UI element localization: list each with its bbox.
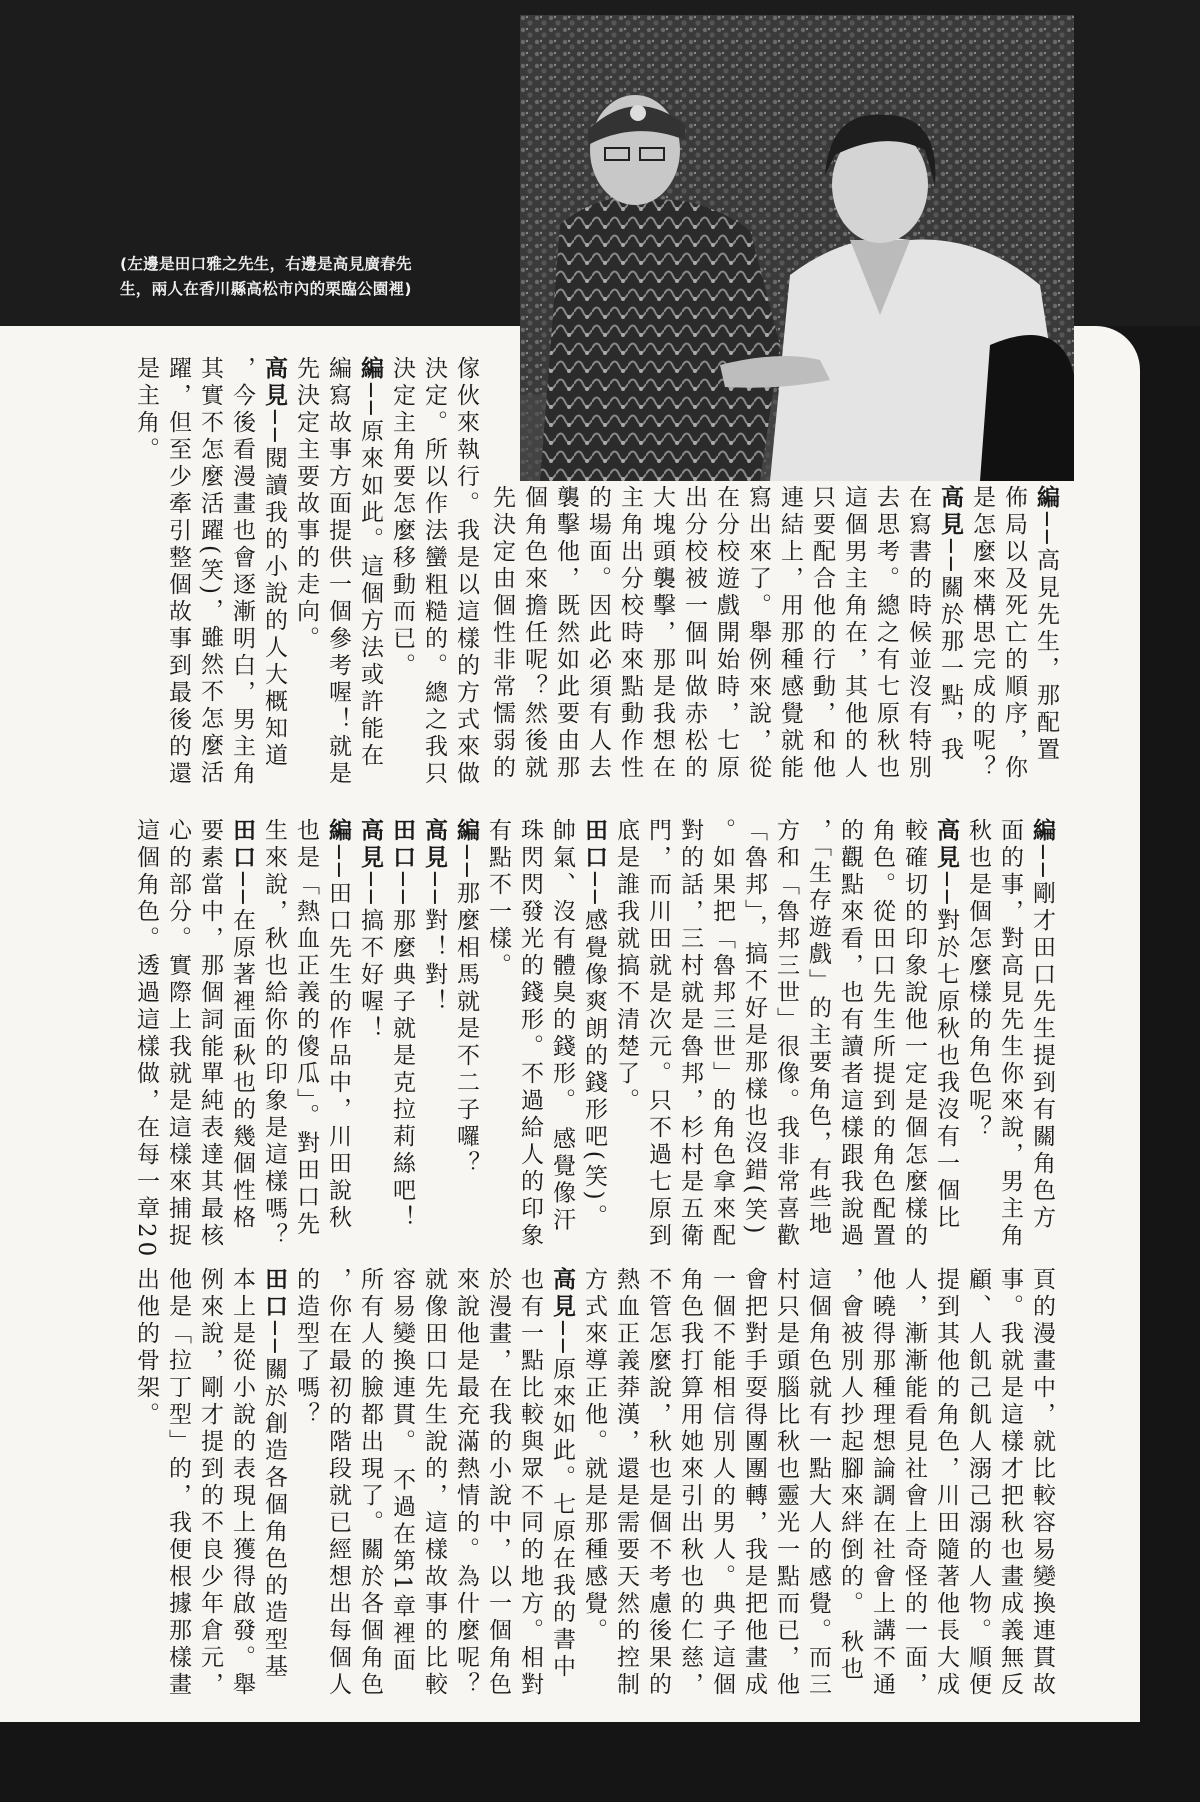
- text-column: [258, 1267, 290, 1681]
- text-column: [130, 818, 162, 1260]
- column-text: 要素當中，那個詞能單純表達其最核: [197, 818, 223, 1250]
- text-column: [962, 818, 994, 1142]
- column-text: ──對！對！: [421, 872, 447, 1016]
- text-column: [418, 356, 450, 788]
- photo-caption-line: 生，兩人在香川縣高松市內的栗臨公園裡): [120, 280, 412, 298]
- text-column: [838, 485, 870, 782]
- column-text: ──田口先生的作品中，川田說秋: [325, 845, 351, 1232]
- column-text: 帥氣、沒有體臭的錢形。 感覺像汗: [549, 818, 575, 1235]
- text-column: [646, 485, 678, 782]
- column-text: 秋也是個怎麼樣的角色呢？: [965, 818, 991, 1142]
- text-column: [194, 356, 226, 787]
- text-column: [898, 818, 930, 1250]
- text-column: [870, 485, 902, 782]
- column-text: 事。我就是這樣才把秋也畫成義無反: [997, 1267, 1023, 1699]
- column-text: 其實不怎麼活躍(笑)，雖然不怎麼活: [197, 356, 223, 787]
- column-text: 容易變換連貫。 不過在第1章裡面: [389, 1267, 415, 1675]
- text-column: [902, 485, 934, 782]
- text-column: [962, 1267, 994, 1699]
- column-text: 先決定主要故事的走向。: [293, 356, 319, 653]
- column-text: ──那麼典子就是克拉莉絲吧！: [389, 872, 415, 1232]
- text-column: [322, 818, 354, 1232]
- column-text: 寫出來了。舉例來說，從: [745, 485, 771, 782]
- text-column: [1026, 1267, 1058, 1699]
- speaker-label: 編: [325, 818, 351, 845]
- column-text: ──原來如此。七原在我的書中: [549, 1321, 575, 1681]
- column-text: 決定主角要怎麼移動而已。: [389, 356, 415, 680]
- text-column: [386, 356, 418, 680]
- text-column: [546, 818, 578, 1234]
- column-text: ──關於創造各個角色的造型基: [261, 1321, 287, 1681]
- column-text: 提到其他的角色，川田隨著他長大成: [933, 1267, 959, 1699]
- column-text: 也有一點比較與眾不同的地方。相對: [517, 1267, 543, 1699]
- column-text: 所有人的臉都出現了。關於各個角色: [357, 1267, 383, 1699]
- column-text: 這個角色。透過這樣做，在每一章20: [133, 818, 159, 1261]
- column-text: 先決定由個性非常懦弱的: [489, 485, 515, 782]
- column-text: 心的部分。實際上我就是這樣來捕捉: [165, 818, 191, 1250]
- column-text: 是主角。: [133, 356, 159, 464]
- column-text: 襲擊他，既然如此要由那: [553, 485, 579, 782]
- text-column: [290, 1267, 322, 1429]
- text-column: [998, 485, 1030, 782]
- text-column: [546, 1267, 578, 1681]
- text-column: [450, 818, 482, 1178]
- text-column: [578, 818, 610, 1231]
- text-column: [354, 1267, 386, 1699]
- speaker-label: 高見: [261, 356, 287, 410]
- column-text: 底是誰我就搞不清楚了。: [613, 818, 639, 1115]
- text-column: [290, 818, 322, 1239]
- column-text: 編寫故事方面提供一個參考喔！就是: [325, 356, 351, 788]
- column-text: 這個角色就有一點大人的感覺。而三: [805, 1267, 831, 1699]
- text-column: [742, 485, 774, 782]
- text-column: [770, 818, 802, 1250]
- text-block-2: [130, 818, 1058, 1261]
- text-column: [642, 818, 674, 1250]
- column-text: 村只是頭腦比秋也靈光一點而已，他: [773, 1267, 799, 1699]
- speaker-label: 編: [1029, 818, 1055, 845]
- speaker-label: 高見: [357, 818, 383, 872]
- column-text: 在分校遊戲開始時，七原: [713, 485, 739, 782]
- text-column: [930, 1267, 962, 1699]
- text-block-1-right: [486, 485, 1062, 785]
- column-text: ，今後看漫畫也會逐漸明白，男主角: [229, 356, 255, 788]
- speaker-label: 田口: [261, 1267, 287, 1321]
- column-text: 的造型了嗎？: [293, 1267, 319, 1429]
- column-text: 大塊頭襲擊，那是我想在: [649, 485, 675, 782]
- speaker-label: 田口: [581, 818, 607, 872]
- column-text: 連結上，用那種感覺就能: [777, 485, 803, 782]
- text-column: [130, 1267, 162, 1429]
- column-text: 只要配合他的行動，和他: [809, 485, 835, 782]
- text-column: [514, 1267, 546, 1699]
- text-column: [774, 485, 806, 782]
- text-column: [706, 818, 738, 1250]
- column-text: 方和「魯邦三世」很像。我非常喜歡: [773, 818, 799, 1250]
- text-column: [550, 485, 582, 782]
- column-text: 頁的漫畫中，就比較容易變換連貫故: [1029, 1267, 1055, 1699]
- text-block-1-left: [130, 356, 482, 816]
- text-column: [482, 1267, 514, 1699]
- text-column: [674, 818, 706, 1250]
- column-text: 是怎麼來構思完成的呢？: [969, 485, 995, 782]
- text-column: [738, 818, 770, 1237]
- text-column: [866, 1267, 898, 1699]
- speaker-label: 田口: [229, 818, 255, 872]
- column-text: 這個男主角在，其他的人: [841, 485, 867, 782]
- text-column: [386, 1267, 418, 1675]
- column-text: ──感覺像爽朗的錢形吧(笑)。: [581, 872, 607, 1231]
- column-text: 出分校被一個叫做赤松的: [681, 485, 707, 782]
- text-column: [710, 485, 742, 782]
- column-text: 。如果把「魯邦三世」的角色拿來配: [709, 818, 735, 1250]
- column-text: 決定。所以作法蠻粗糙的。總之我只: [421, 356, 447, 788]
- text-column: [834, 1267, 866, 1683]
- text-column: [322, 356, 354, 788]
- column-text: 在寫書的時候並沒有特別: [905, 485, 931, 782]
- text-column: [706, 1267, 738, 1699]
- column-text: ──關於那一點，我: [937, 539, 963, 764]
- column-text: 就像田口先生說的，這樣故事的比較: [421, 1267, 447, 1699]
- column-text: 「魯邦」，搞不好是那樣也沒錯(笑): [741, 818, 767, 1238]
- column-text: 有點不一樣。: [485, 818, 511, 980]
- text-column: [770, 1267, 802, 1699]
- text-column: [258, 818, 290, 1250]
- text-column: [514, 818, 546, 1250]
- column-text: 角色我打算用她來引出秋也的仁慈，: [677, 1267, 703, 1699]
- text-column: [610, 1267, 642, 1699]
- speaker-label: 高見: [421, 818, 447, 872]
- interview-photo: [520, 15, 1074, 481]
- column-text: 一個不能相信別人的男人。典子這個: [709, 1267, 735, 1699]
- column-text: 去思考。總之有七原秋也: [873, 485, 899, 782]
- column-text: ──閱讀我的小說的人大概知道: [261, 410, 287, 770]
- text-column: [322, 1267, 354, 1699]
- speaker-label: 編: [1033, 485, 1059, 512]
- column-text: ──搞不好喔！: [357, 872, 383, 1043]
- text-column: [802, 1267, 834, 1699]
- text-column: [226, 818, 258, 1232]
- column-text: 於漫畫，在我的小說中，以一個角色: [485, 1267, 511, 1699]
- speaker-label: 高見: [937, 485, 963, 539]
- text-column: [290, 356, 322, 653]
- column-text: 對的話，三村就是魯邦，杉村是五衛: [677, 818, 703, 1250]
- column-text: ，「生存遊戲」的主要角色，有些地: [805, 818, 831, 1239]
- text-column: [642, 1267, 674, 1699]
- text-column: [966, 485, 998, 782]
- column-text: ，你在最初的階段就已經想出每個人: [325, 1267, 351, 1699]
- column-text: 顧、人飢己飢人溺己溺的人物。順便: [965, 1267, 991, 1699]
- text-column: [386, 818, 418, 1232]
- speaker-label: 編: [357, 356, 383, 383]
- text-column: [162, 356, 194, 788]
- column-text: 方式來導正他。就是那種感覺。: [581, 1267, 607, 1645]
- text-column: [806, 485, 838, 782]
- column-text: 人，漸漸能看見社會上奇怪的一面，: [901, 1267, 927, 1699]
- text-column: [738, 1267, 770, 1699]
- text-column: [418, 818, 450, 1016]
- text-column: [518, 485, 550, 782]
- text-column: [258, 356, 290, 770]
- text-column: [614, 485, 646, 782]
- column-text: 個角色來擔任呢？然後就: [521, 485, 547, 782]
- text-column: [130, 356, 162, 464]
- column-text: 的觀點來看，也有讀者這樣跟我說過: [837, 818, 863, 1250]
- column-text: 也是「熱血正義的傻瓜」。對田口先: [293, 818, 319, 1239]
- column-text: 傢伙來執行。我是以這樣的方式來做: [453, 356, 479, 788]
- text-column: [866, 818, 898, 1250]
- text-column: [994, 1267, 1026, 1699]
- column-text: 不管怎麼說，秋也是個不考慮後果的: [645, 1267, 671, 1699]
- text-column: [802, 818, 834, 1239]
- column-text: 門，而川田就是次元。只不過七原到: [645, 818, 671, 1250]
- text-column: [486, 485, 518, 782]
- text-block-3: [130, 1267, 1058, 1707]
- text-column: [610, 818, 642, 1115]
- column-text: ──那麼相馬就是不二子囉？: [453, 845, 479, 1178]
- photo-caption-line: (左邊是田口雅之先生，右邊是高見廣春先: [120, 255, 412, 273]
- column-text: 生來說，秋也給你的印象是這樣嗎？: [261, 818, 287, 1250]
- column-text: 佈局以及死亡的順序，你: [1001, 485, 1027, 782]
- column-text: 主角出分校時來點動作性: [617, 485, 643, 782]
- text-column: [194, 1267, 226, 1699]
- column-text: 會把對手耍得團團轉，我是把他畫成: [741, 1267, 767, 1699]
- text-column: [226, 1267, 258, 1699]
- speaker-label: 高見: [549, 1267, 575, 1321]
- column-text: ──高見先生，那配置: [1033, 512, 1059, 764]
- text-column: [450, 1267, 482, 1699]
- text-column: [1026, 818, 1058, 1232]
- text-column: [354, 356, 386, 770]
- column-text: ──對於七原秋也我沒有一個比: [933, 872, 959, 1232]
- text-column: [162, 818, 194, 1250]
- photo-caption: [120, 252, 512, 302]
- speaker-label: 田口: [389, 818, 415, 872]
- text-column: [162, 1267, 194, 1699]
- speaker-label: 高見: [933, 818, 959, 872]
- text-column: [994, 818, 1026, 1250]
- column-text: 熱血正義莽漢，還是需要天然的控制: [613, 1267, 639, 1699]
- text-column: [482, 818, 514, 980]
- column-text: 本上是從小說的表現上獲得啟發。舉: [229, 1267, 255, 1699]
- text-column: [834, 818, 866, 1250]
- text-column: [450, 356, 482, 788]
- column-text: 躍，但至少牽引整個故事到最後的還: [165, 356, 191, 788]
- text-column: [930, 818, 962, 1232]
- column-text: ──原來如此。這個方法或許能在: [357, 383, 383, 770]
- column-text: 珠閃閃發光的錢形。不過給人的印象: [517, 818, 543, 1250]
- column-text: 他曉得那種理想論調在社會上講不通: [869, 1267, 895, 1699]
- column-text: 較確切的印象說他一定是個怎麼樣的: [901, 818, 927, 1250]
- text-column: [418, 1267, 450, 1699]
- column-text: 的場面。因此必須有人去: [585, 485, 611, 782]
- column-text: 來說他是最充滿熱情的。為什麼呢？: [453, 1267, 479, 1699]
- column-text: 角色。從田口先生所提到的角色配置: [869, 818, 895, 1250]
- text-column: [898, 1267, 930, 1699]
- column-text: 出他的骨架。: [133, 1267, 159, 1429]
- column-text: 例來說，剛才提到的不良少年倉元，: [197, 1267, 223, 1699]
- column-text: 面的事，對高見先生你來說，男主角: [997, 818, 1023, 1250]
- text-column: [678, 485, 710, 782]
- column-text: 他是「拉丁型」的，我便根據那樣畫: [165, 1267, 191, 1699]
- column-text: ──剛才田口先生提到有關角色方: [1029, 845, 1055, 1232]
- text-column: [578, 1267, 610, 1645]
- text-column: [354, 818, 386, 1043]
- text-column: [226, 356, 258, 788]
- text-column: [674, 1267, 706, 1699]
- text-column: [194, 818, 226, 1250]
- column-text: ──在原著裡面秋也的幾個性格: [229, 872, 255, 1232]
- text-column: [934, 485, 966, 764]
- text-column: [1030, 485, 1062, 764]
- text-column: [582, 485, 614, 782]
- column-text: ，會被別人抄起腳來絆倒的。 秋也: [837, 1267, 863, 1684]
- speaker-label: 編: [453, 818, 479, 845]
